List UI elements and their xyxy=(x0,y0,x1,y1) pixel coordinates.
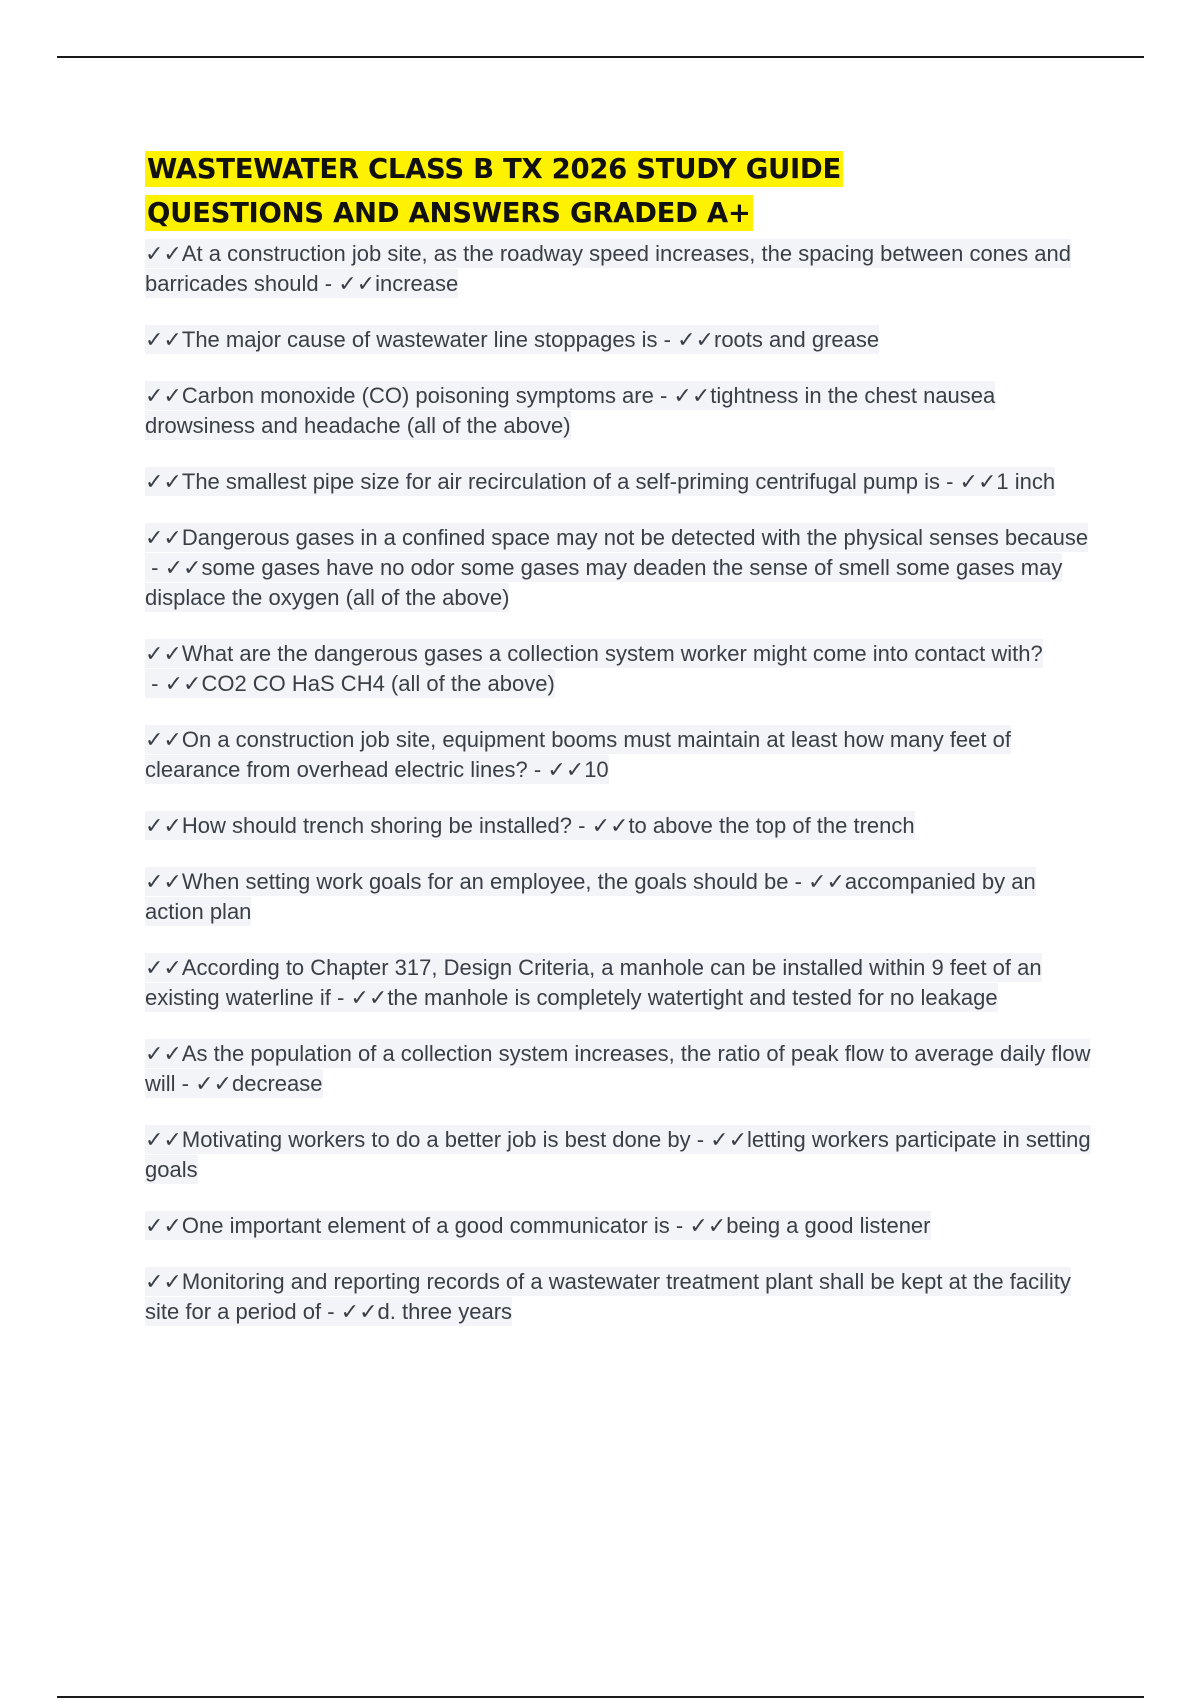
question-text: One important element of a good communicator is xyxy=(181,1213,670,1238)
qa-separator: - xyxy=(318,271,339,296)
qa-item-text xyxy=(145,1125,1091,1184)
answer-check-icon: ✓✓ xyxy=(591,813,629,838)
bottom-rule xyxy=(57,1696,1144,1698)
question-check-icon: ✓✓ xyxy=(145,641,182,666)
qa-item xyxy=(145,239,1095,299)
question-check-icon: ✓✓ xyxy=(145,327,182,352)
answer-text: some gases have no odor some gases may deaden the sense of smell some gases may displace the oxygen (all of the above) xyxy=(145,555,1063,610)
answer-text: tightness in the chest nausea drowsiness and headache (all of the above) xyxy=(145,383,996,438)
question-check-icon: ✓✓ xyxy=(145,813,182,838)
qa-item-text xyxy=(145,1267,1071,1326)
qa-separator: - xyxy=(669,1213,690,1238)
answer-check-icon: ✓✓ xyxy=(673,383,711,408)
question-text: Dangerous gases in a confined space may not be detected with the physical senses because xyxy=(181,525,1089,550)
answer-check-icon: ✓✓ xyxy=(547,757,585,782)
answer-check-icon: ✓✓ xyxy=(808,869,845,894)
answer-text: 10 xyxy=(584,757,609,782)
qa-item-text xyxy=(145,811,915,840)
question-text: On a construction job site, equipment booms must maintain at least how many feet of clearance from overhead electric lines? xyxy=(145,727,1011,782)
answer-text: 1 inch xyxy=(996,469,1056,494)
answer-text: CO2 CO HaS CH4 (all of the above) xyxy=(201,671,555,696)
answer-check-icon: ✓✓ xyxy=(164,555,202,580)
title-line-2: QUESTIONS AND ANSWERS GRADED A+ xyxy=(147,197,751,229)
answer-check-icon: ✓✓ xyxy=(195,1071,232,1096)
answer-text: increase xyxy=(375,271,459,296)
question-check-icon: ✓✓ xyxy=(145,955,182,980)
qa-item-text xyxy=(145,325,879,354)
qa-item xyxy=(145,639,1095,699)
qa-separator: - xyxy=(939,469,960,494)
question-check-icon: ✓✓ xyxy=(145,1213,182,1238)
study-guide-content xyxy=(145,147,1095,1353)
question-text: Carbon monoxide (CO) poisoning symptoms are xyxy=(181,383,654,408)
qa-separator: - xyxy=(330,985,351,1010)
answer-check-icon: ✓✓ xyxy=(710,1127,748,1152)
qa-item xyxy=(145,953,1095,1013)
qa-item xyxy=(145,1211,1095,1241)
qa-item xyxy=(145,867,1095,927)
qa-item-text xyxy=(145,639,1043,698)
question-check-icon: ✓✓ xyxy=(145,727,182,752)
qa-item xyxy=(145,381,1095,441)
answer-check-icon: ✓✓ xyxy=(677,327,714,352)
qa-separator: - xyxy=(690,1127,711,1152)
qa-separator: - xyxy=(653,383,674,408)
document-title xyxy=(145,147,1095,235)
question-check-icon: ✓✓ xyxy=(145,383,182,408)
qa-item-text xyxy=(145,467,1055,496)
qa-item-text xyxy=(145,523,1088,612)
title-line-1: WASTEWATER CLASS B TX 2026 STUDY GUIDE xyxy=(147,153,841,185)
qa-item-text xyxy=(145,953,1042,1012)
qa-separator: - xyxy=(788,869,809,894)
question-check-icon: ✓✓ xyxy=(145,525,182,550)
question-check-icon: ✓✓ xyxy=(145,241,182,266)
qa-separator: - xyxy=(175,1071,196,1096)
qa-item-text xyxy=(145,725,1011,784)
question-text: Monitoring and reporting records of a wastewater treatment plant shall be kept at the facility site for a period of xyxy=(145,1269,1071,1324)
question-text: As the population of a collection system increases, the ratio of peak flow to average daily flow will xyxy=(145,1041,1091,1096)
qa-item xyxy=(145,1125,1095,1185)
qa-separator: - xyxy=(145,671,165,696)
answer-check-icon: ✓✓ xyxy=(689,1213,727,1238)
answer-check-icon: ✓✓ xyxy=(164,671,202,696)
qa-item xyxy=(145,1039,1095,1099)
qa-item-text xyxy=(145,1211,931,1240)
answer-check-icon: ✓✓ xyxy=(959,469,997,494)
qa-item xyxy=(145,467,1095,497)
qa-list xyxy=(145,239,1095,1327)
answer-text: decrease xyxy=(232,1071,323,1096)
qa-item xyxy=(145,811,1095,841)
qa-item-text xyxy=(145,381,995,440)
qa-item xyxy=(145,725,1095,785)
question-check-icon: ✓✓ xyxy=(145,1269,182,1294)
question-text: The major cause of wastewater line stoppages is xyxy=(181,327,658,352)
question-check-icon: ✓✓ xyxy=(145,469,182,494)
answer-check-icon: ✓✓ xyxy=(338,271,376,296)
qa-item-text xyxy=(145,1039,1090,1098)
qa-item-text xyxy=(145,867,1036,926)
answer-text: to above the top of the trench xyxy=(628,813,915,838)
question-text: Motivating workers to do a better job is best done by xyxy=(181,1127,691,1152)
question-text: The smallest pipe size for air recirculation of a self-priming centrifugal pump is xyxy=(181,469,940,494)
answer-check-icon: ✓✓ xyxy=(350,985,388,1010)
question-check-icon: ✓✓ xyxy=(145,1041,182,1066)
qa-separator: - xyxy=(321,1299,341,1324)
answer-text: d. three years xyxy=(377,1299,513,1324)
top-rule xyxy=(57,56,1144,58)
qa-separator: - xyxy=(657,327,678,352)
question-text: How should trench shoring be installed? xyxy=(181,813,572,838)
question-text: What are the dangerous gases a collection system worker might come into contact with? xyxy=(181,641,1043,666)
answer-text: the manhole is completely watertight and tested for no leakage xyxy=(387,985,998,1010)
answer-text: letting workers participate in setting goals xyxy=(145,1127,1091,1182)
qa-item xyxy=(145,1267,1095,1327)
qa-separator: - xyxy=(145,555,165,580)
answer-text: being a good listener xyxy=(726,1213,931,1238)
question-check-icon: ✓✓ xyxy=(145,869,182,894)
answer-check-icon: ✓✓ xyxy=(340,1299,378,1324)
qa-separator: - xyxy=(527,757,548,782)
qa-item xyxy=(145,523,1095,613)
qa-item-text xyxy=(145,239,1071,298)
question-check-icon: ✓✓ xyxy=(145,1127,182,1152)
question-text: When setting work goals for an employee, the goals should be xyxy=(181,869,789,894)
answer-text: roots and grease xyxy=(714,327,880,352)
answer-text: accompanied by an action plan xyxy=(145,869,1036,924)
qa-separator: - xyxy=(572,813,592,838)
question-text: At a construction job site, as the roadway speed increases, the spacing between cones and barricades should xyxy=(145,241,1071,296)
qa-item xyxy=(145,325,1095,355)
question-text: According to Chapter 317, Design Criteria, a manhole can be installed within 9 feet of an existing waterline if xyxy=(145,955,1042,1010)
